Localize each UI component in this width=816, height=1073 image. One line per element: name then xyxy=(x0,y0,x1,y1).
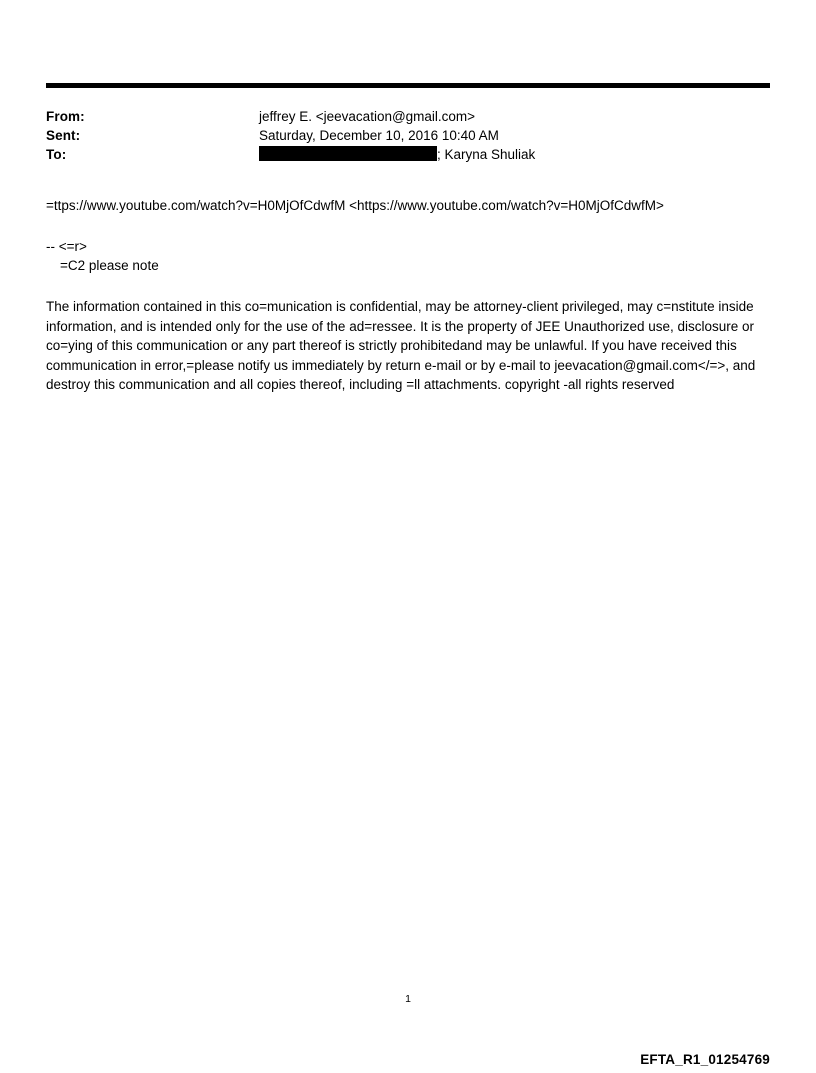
bates-number: EFTA_R1_01254769 xyxy=(640,1052,770,1067)
to-label: To: xyxy=(46,147,67,162)
signature-line: -- <=r> xyxy=(46,239,87,254)
from-label: From: xyxy=(46,109,85,124)
youtube-link-line: =ttps://www.youtube.com/watch?v=H0MjOfCdwfM <https://www.youtube.com/watch?v=H0MjOfCdwfM> xyxy=(46,198,664,213)
header-row-from xyxy=(46,107,770,126)
sent-value: Saturday, December 10, 2016 10:40 AM xyxy=(259,128,499,143)
header-row-to xyxy=(46,145,770,164)
redaction-bar xyxy=(259,146,437,161)
header-row-sent xyxy=(46,126,770,145)
note-line: =C2 please note xyxy=(60,258,159,273)
email-body xyxy=(46,196,770,395)
to-value-wrapper xyxy=(259,145,535,164)
from-value: jeffrey E. <jeevacation@gmail.com> xyxy=(259,109,476,124)
page-number: 1 xyxy=(405,993,411,1005)
header-divider-rule xyxy=(46,83,770,88)
spacer xyxy=(46,215,770,237)
to-value: ; Karyna Shuliak xyxy=(437,147,536,162)
sent-label: Sent: xyxy=(46,128,81,143)
email-header xyxy=(46,107,770,164)
confidentiality-notice: The information contained in this co=munication is confidential, may be attorney-client privileged, may c=nstitute inside information, and is intended only for the use of the ad=ressee. It is the property of JEE Unauthorized use, disclosure or co=ying of this communication or any part thereof is strictly prohibitedand may be unlawful. If you have received this communication in error,=please notify us immediately by return e-mail or by e-mail to jeevacation@gmail.com</=>, and destroy this communication and all copies thereof, including =ll attachments. copyright -all rights reserved xyxy=(46,299,756,392)
spacer xyxy=(46,275,770,297)
